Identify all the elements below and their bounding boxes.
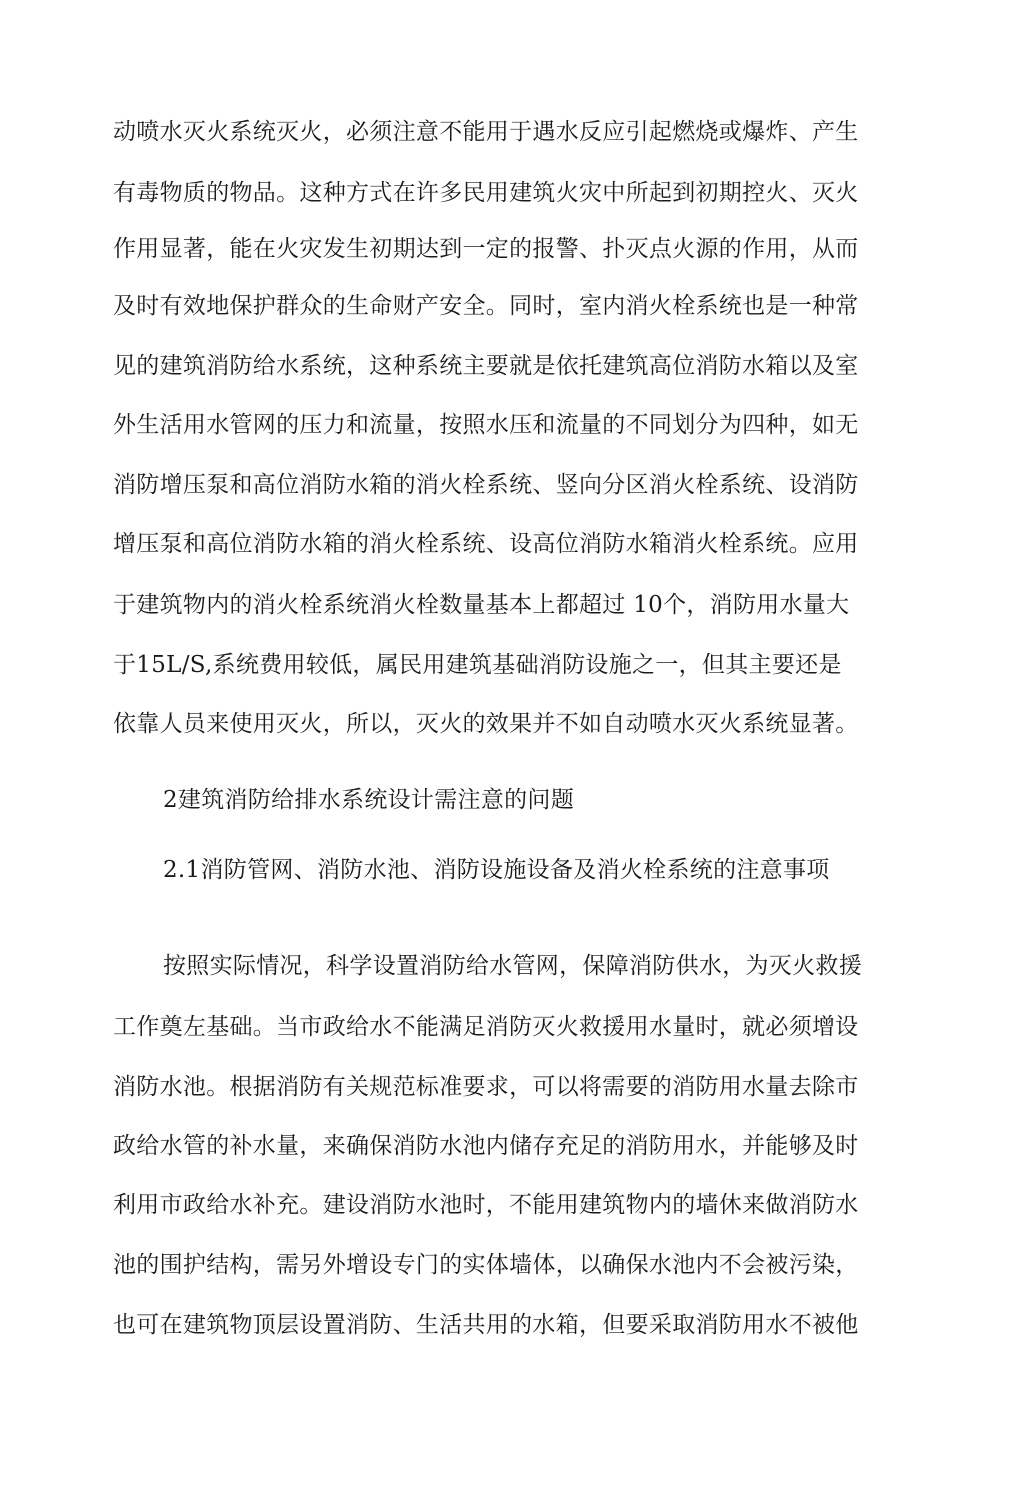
paragraph-1-line-1: 动喷水灭火系统灭火，必须注意不能用于遇水反应引起燃烧或爆炸、产生 (113, 119, 859, 145)
paragraph-1-line-2: 有毒物质的物品。这种方式在许多民用建筑火灾中所起到初期控火、灭火 (113, 180, 859, 206)
paragraph-2-line-7: 也可在建筑物顶层设置消防、生活共用的水箱，但要采取消防用水不被他 (113, 1312, 859, 1338)
paragraph-1-line-5: 见的建筑消防给水系统，这种系统主要就是依托建筑高位消防水箱以及室 (113, 353, 859, 379)
paragraph-1-line-10: 于15L/S,系统费用较低，属民用建筑基础消防设施之一，但其主要还是 (113, 652, 842, 678)
paragraph-1-line-6: 外生活用水管网的压力和流量，按照水压和流量的不同划分为四种，如无 (113, 412, 859, 438)
paragraph-2-line-3: 消防水池。根据消防有关规范标准要求，可以将需要的消防用水量去除市 (113, 1074, 859, 1100)
paragraph-1-line-9: 于建筑物内的消火栓系统消火栓数量基本上都超过 10个，消防用水量大 (113, 592, 850, 618)
paragraph-1-line-7: 消防增压泵和高位消防水箱的消火栓系统、竖向分区消火栓系统、设消防 (113, 472, 859, 498)
subsection-heading: 2.1消防管网、消防水池、消防设施设备及消火栓系统的注意事项 (163, 857, 830, 883)
paragraph-2-line-2: 工作奠左基础。当市政给水不能满足消防灭火救援用水量时，就必须增设 (113, 1014, 859, 1040)
paragraph-2-line-1: 按照实际情况，科学设置消防给水管网，保障消防供水，为灭火救援 (163, 953, 862, 979)
section-heading: 2建筑消防给排水系统设计需注意的问题 (163, 787, 575, 813)
paragraph-2-line-5: 利用市政给水补充。建设消防水池时，不能用建筑物内的墙休来做消防水 (113, 1192, 859, 1218)
paragraph-1-line-8: 增压泵和高位消防水箱的消火栓系统、设高位消防水箱消火栓系统。应用 (113, 531, 859, 557)
paragraph-1-line-11: 依靠人员来使用灭火，所以，灭火的效果并不如自动喷水灭火系统显著。 (113, 711, 859, 737)
paragraph-1-line-3: 作用显著，能在火灾发生初期达到一定的报警、扑灭点火源的作用，从而 (113, 236, 859, 262)
paragraph-2-line-4: 政给水管的补水量，来确保消防水池内储存充足的消防用水，并能够及时 (113, 1133, 859, 1159)
paragraph-2-line-6: 池的围护结构，需另外增设专门的实体墙体，以确保水池内不会被污染， (113, 1252, 859, 1278)
paragraph-1-line-4: 及时有效地保护群众的生命财产安全。同时，室内消火栓系统也是一种常 (113, 293, 859, 319)
